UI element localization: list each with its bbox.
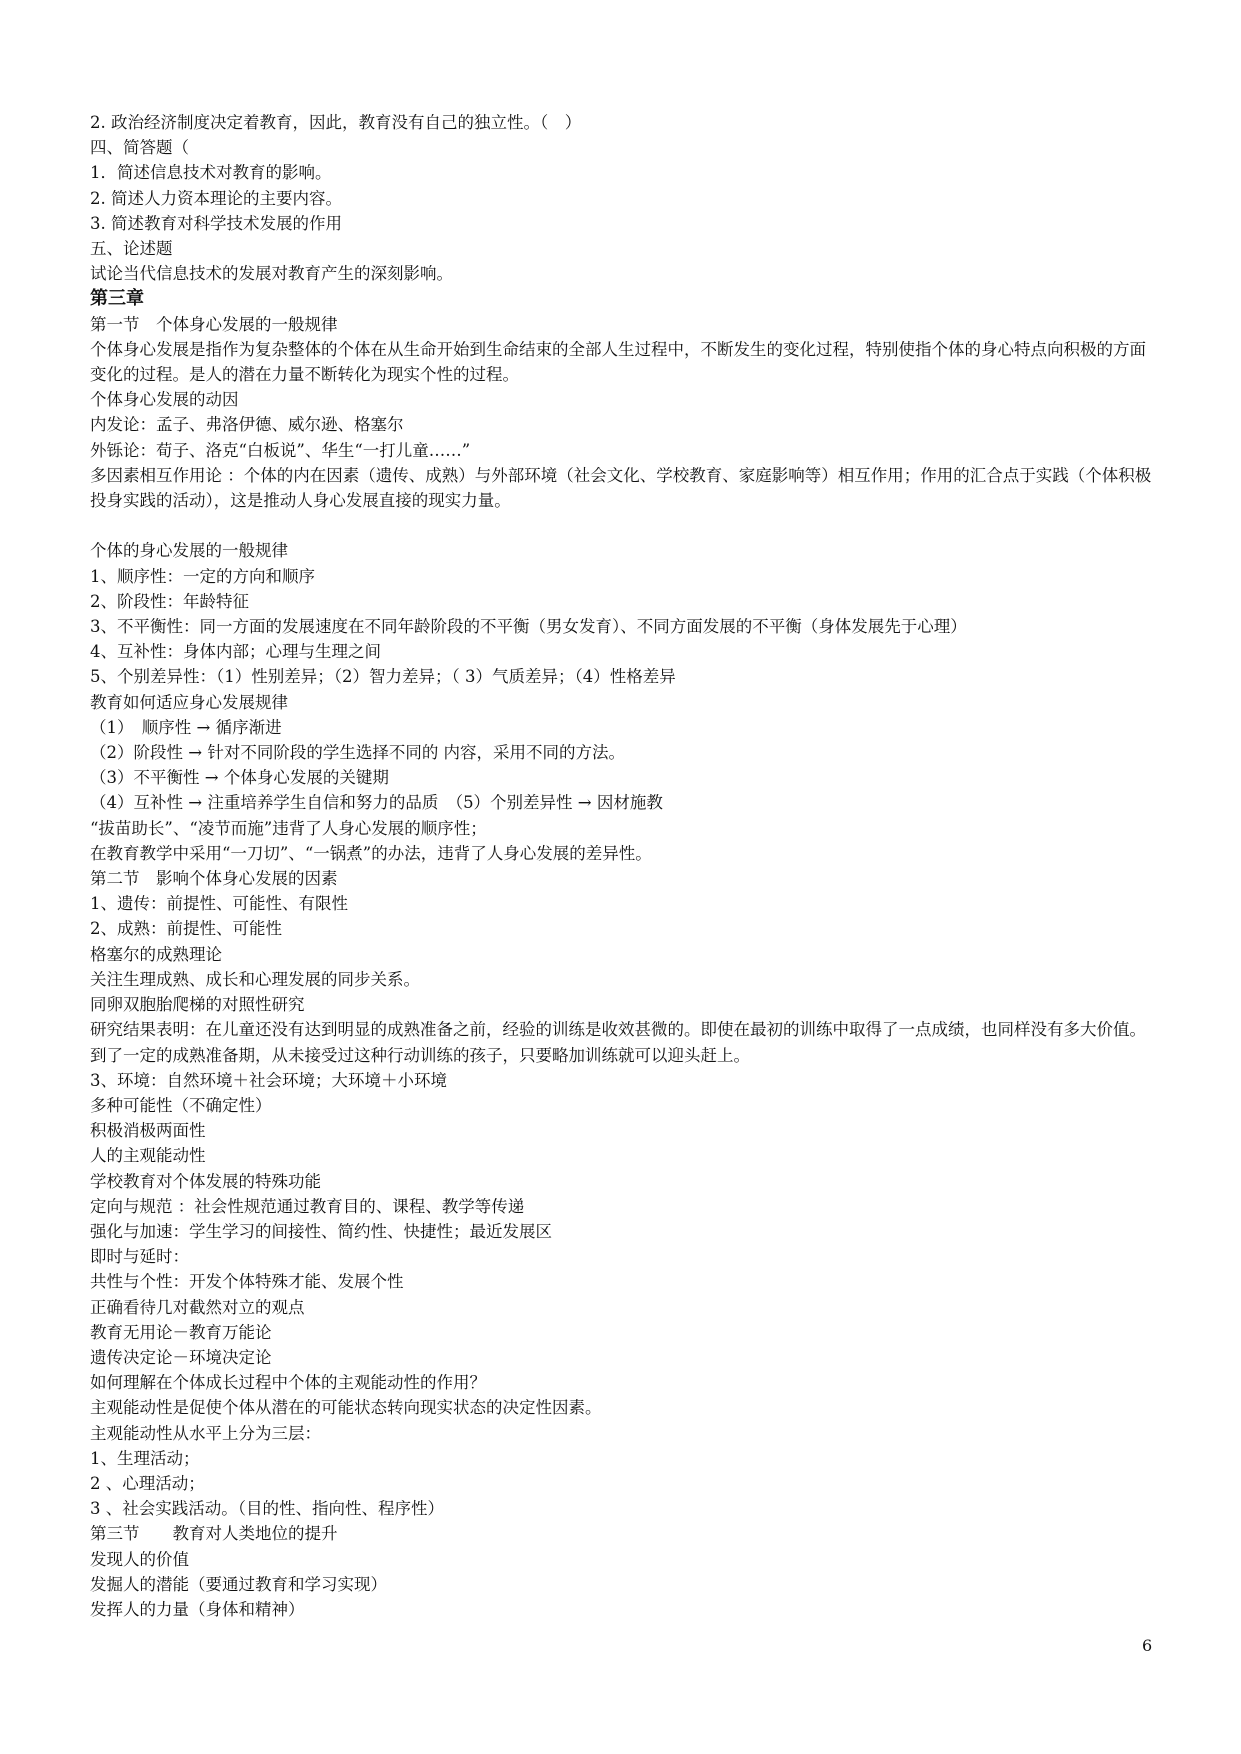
list-item: 2、阶段性：年龄特征 — [90, 591, 249, 611]
question-item: 试论当代信息技术的发展对教育产生的深刻影响。 — [90, 264, 453, 284]
text-line: 发掘人的潜能（要通过教育和学习实现） — [90, 1574, 387, 1594]
blank-line — [90, 513, 1160, 538]
text-line: 多种可能性（不确定性） — [90, 1095, 272, 1115]
text-line: 发现人的价值 — [90, 1549, 189, 1569]
paragraph: 多因素相互作用论 ：个体的内在因素（遗传、成熟）与外部环境（社会文化、学校教育、家庭影响等）相互作用；作用的汇合点于实践（个体积极投身实践的活动），这是推动人身心发展直接的现实力量。 — [90, 465, 1152, 511]
text-line: 遗传决定论－环境决定论 — [90, 1347, 272, 1367]
text-line: 积极消极两面性 — [90, 1121, 206, 1141]
list-item: 1、遗传：前提性、可能性、有限性 — [90, 894, 348, 914]
text-line: 即时与延时： — [90, 1247, 189, 1267]
list-item: 2、成熟：前提性、可能性 — [90, 919, 282, 939]
text-line: 共性与个性：开发个体特殊才能、发展个性 — [90, 1272, 404, 1292]
text-line: 格塞尔的成熟理论 — [90, 944, 222, 964]
list-item: 5、个别差异性：（1）性别差异；（2）智力差异；（ 3）气质差异；（4）性格差异 — [90, 667, 676, 687]
text-line: 人的主观能动性 — [90, 1146, 206, 1166]
list-item: 3、环境：自然环境＋社会环境；大环境＋小环境 — [90, 1070, 447, 1090]
list-item: 3 、社会实践活动。（目的性、指向性、程序性） — [90, 1499, 444, 1519]
list-item: （1） 顺序性 → 循序渐进 — [90, 717, 282, 737]
text-line: 学校教育对个体发展的特殊功能 — [90, 1171, 321, 1191]
question-item: 1．简述信息技术对教育的影响。 — [90, 163, 332, 183]
text-line: 如何理解在个体成长过程中个体的主观能动性的作用？ — [90, 1373, 486, 1393]
section-title: 第二节 影响个体身心发展的因素 — [90, 869, 338, 889]
list-item: （4）互补性 → 注重培养学生自信和努力的品质 （5）个别差异性 → 因材施教 — [90, 793, 663, 813]
text-line: 教育无用论－教育万能论 — [90, 1322, 272, 1342]
text-line: 个体的身心发展的一般规律 — [90, 541, 288, 561]
section-heading-short-answer: 四、简答题（ — [90, 138, 189, 158]
text-line: 个体身心发展的动因 — [90, 390, 239, 410]
section-title: 第一节 个体身心发展的一般规律 — [90, 314, 338, 334]
text-line: 教育如何适应身心发展规律 — [90, 692, 288, 712]
text-line: 内发论：孟子、弗洛伊德、威尔逊、格塞尔 — [90, 415, 404, 435]
text-line: 主观能动性从水平上分为三层： — [90, 1423, 321, 1443]
chapter-title: 第三章 — [90, 288, 144, 310]
question-item: 2. 简述人力资本理论的主要内容。 — [90, 188, 342, 208]
question-item: 3. 简述教育对科学技术发展的作用 — [90, 213, 342, 233]
page-content — [90, 110, 1160, 1622]
text-line: “拔苗助长”、“凌节而施”违背了人身心发展的顺序性； — [90, 818, 487, 838]
list-item: （2）阶段性 → 针对不同阶段的学生选择不同的 内容，采用不同的方法。 — [90, 743, 626, 763]
text-line: 发挥人的力量（身体和精神） — [90, 1599, 305, 1619]
list-item: 2 、心理活动； — [90, 1473, 205, 1493]
true-false-item-2: 2. 政治经济制度决定着教育，因此，教育没有自己的独立性。（ ） — [90, 113, 582, 132]
section-title: 第三节 教育对人类地位的提升 — [90, 1524, 338, 1544]
text-line: 正确看待几对截然对立的观点 — [90, 1297, 305, 1317]
list-item: 1、顺序性：一定的方向和顺序 — [90, 566, 315, 586]
text-line: 主观能动性是促使个体从潜在的可能状态转向现实状态的决定性因素。 — [90, 1398, 602, 1418]
section-heading-essay: 五、论述题 — [90, 239, 173, 259]
list-item: 4、互补性：身体内部；心理与生理之间 — [90, 642, 381, 662]
text-line: 关注生理成熟、成长和心理发展的同步关系。 — [90, 969, 420, 989]
paragraph: 个体身心发展是指作为复杂整体的个体在从生命开始到生命结束的全部人生过程中，不断发生的变化过程，特别使指个体的身心特点向积极的方面变化的过程。是人的潜在力量不断转化为现实个性的过程。 — [90, 339, 1146, 385]
text-line: 同卵双胞胎爬梯的对照性研究 — [90, 995, 305, 1015]
text-line: 在教育教学中采用“一刀切”、“一锅煮”的办法，违背了人身心发展的差异性。 — [90, 843, 652, 863]
text-line: 外铄论：荀子、洛克“白板说”、华生“一打儿童……” — [90, 440, 471, 460]
list-item: 1、生理活动； — [90, 1448, 200, 1468]
page-number: 6 — [1142, 1636, 1153, 1655]
list-item: 3、不平衡性：同一方面的发展速度在不同年龄阶段的不平衡（男女发育）、不同方面发展的不平衡（身体发展先于心理） — [90, 617, 967, 637]
text-line: 强化与加速：学生学习的间接性、简约性、快捷性；最近发展区 — [90, 1221, 552, 1241]
paragraph: 研究结果表明：在儿童还没有达到明显的成熟准备之前，经验的训练是收效甚微的。即使在最初的训练中取得了一点成绩，也同样没有多大价值。到了一定的成熟准备期，从未接受过这种行动训练的孩子，只要略加训练就可以迎头赶上。 — [90, 1020, 1146, 1065]
list-item: （3）不平衡性 → 个体身心发展的关键期 — [90, 768, 389, 788]
text-line: 定向与规范 ：社会性规范通过教育目的、课程、教学等传递 — [90, 1196, 525, 1216]
